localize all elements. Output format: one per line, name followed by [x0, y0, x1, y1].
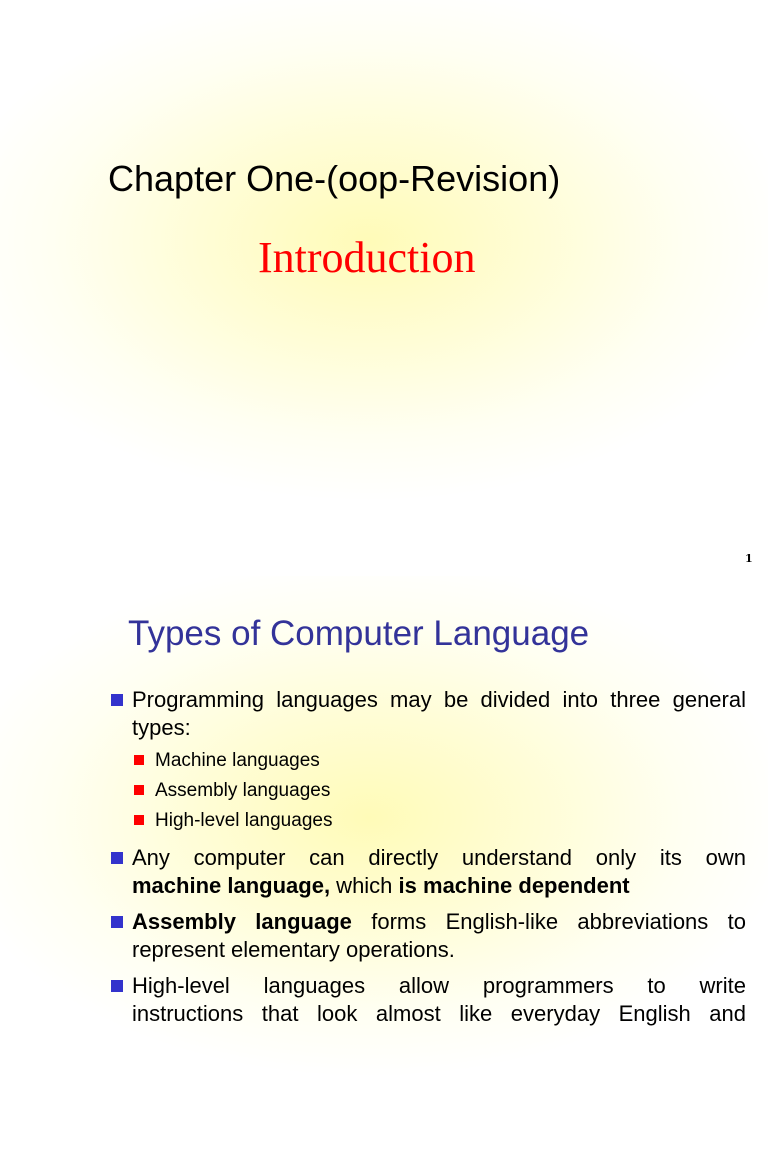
plain-text: forms English-like abbreviations to — [351, 909, 746, 934]
sub-list-item — [132, 776, 746, 806]
slide-title: Chapter One-(oop-Revision) — [108, 158, 561, 199]
list-item-text: represent elementary operations. — [132, 937, 455, 962]
slide-title: Types of Computer Language — [128, 614, 590, 653]
sub-list — [132, 746, 746, 836]
square-bullet-icon — [134, 815, 144, 825]
square-bullet-icon — [134, 755, 144, 765]
page-number: 1 — [745, 552, 753, 565]
sub-list-item-text: Machine languages — [155, 750, 320, 771]
slide-subtitle: Introduction — [258, 233, 476, 282]
list-item-text — [132, 872, 746, 900]
slide-2 — [0, 576, 768, 1152]
list-item — [110, 908, 746, 964]
sub-list-item — [132, 746, 746, 776]
sub-list-item — [132, 806, 746, 836]
list-item-text: instructions that look almost like everyday English and — [132, 1001, 746, 1026]
bold-text: Assembly language — [132, 909, 352, 934]
sub-list-item-text: High-level languages — [155, 810, 333, 831]
list-item-text: High-level languages allow programmers to write — [132, 973, 746, 998]
list-item-text: Any computer can directly understand only its own — [132, 845, 746, 870]
square-bullet-icon — [134, 785, 144, 795]
list-item-text — [132, 908, 746, 936]
list-item — [110, 844, 746, 900]
bold-text: is machine dependent — [398, 873, 630, 898]
list-item-text: Programming languages may be divided into three general types: — [132, 687, 746, 740]
square-bullet-icon — [111, 694, 123, 706]
bullet-list — [110, 686, 746, 1028]
list-item — [110, 972, 746, 1028]
square-bullet-icon — [111, 916, 123, 928]
square-bullet-icon — [111, 980, 123, 992]
bold-text: machine language, — [132, 873, 331, 898]
list-item — [110, 686, 746, 836]
plain-text: which — [330, 873, 399, 898]
sub-list-item-text: Assembly languages — [155, 780, 331, 801]
square-bullet-icon — [111, 852, 123, 864]
